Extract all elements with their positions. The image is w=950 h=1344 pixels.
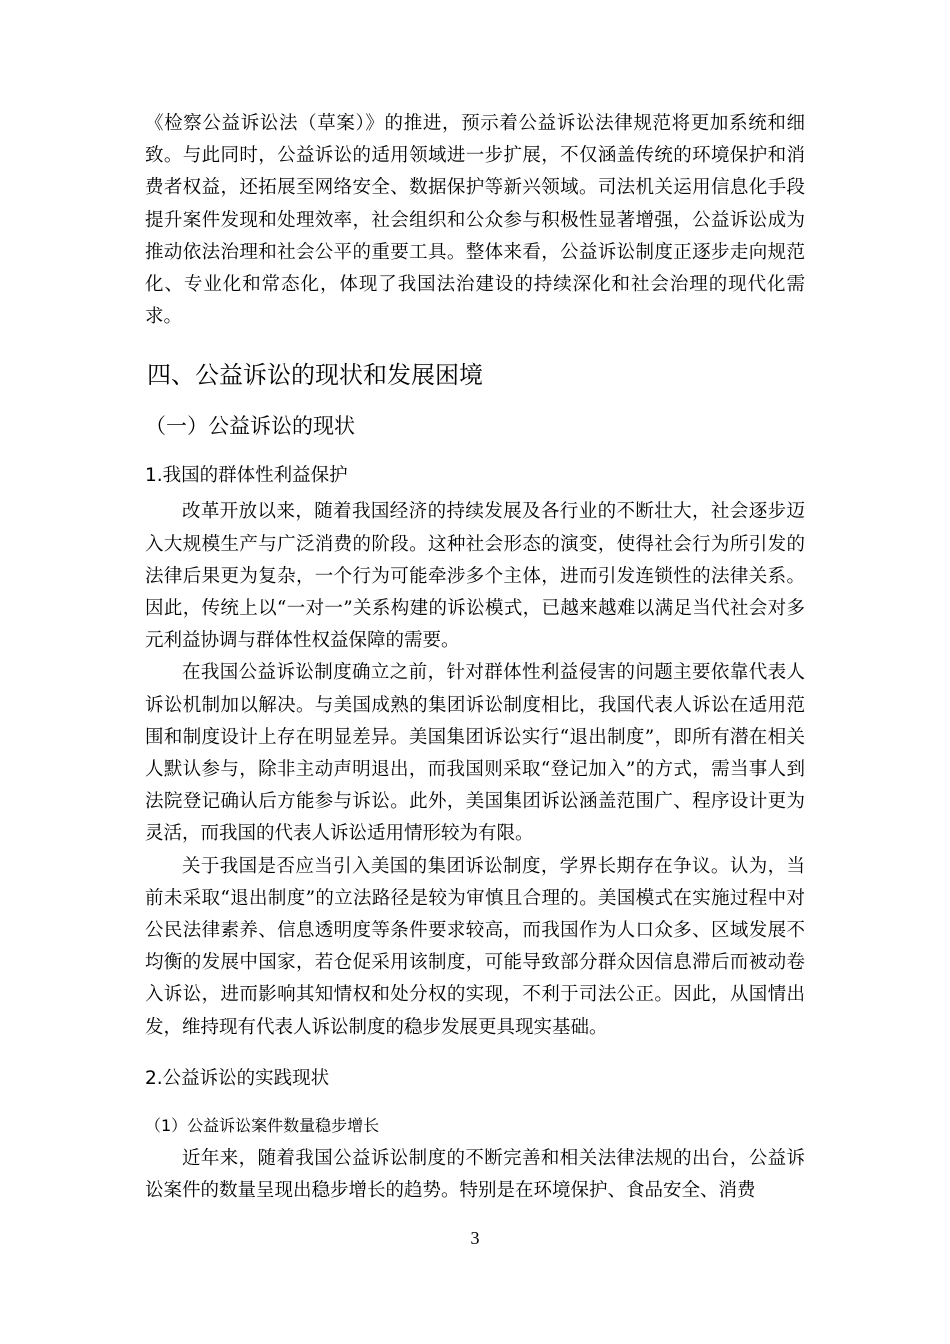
section-title: （一）公益诉讼的现状: [145, 414, 355, 439]
page-content: [145, 108, 805, 1207]
body-paragraph: 近年来，随着我国公益诉讼制度的不断完善和相关法律法规的出台，公益诉讼案件的数量呈现出稳步增长的趋势。特别是在环境保护、食品安全、消费: [145, 1147, 805, 1202]
body-paragraph: 关于我国是否应当引入美国的集团诉讼制度，学界长期存在争议。认为，当前未采取“退出制度”的立法路径是较为审慎且合理的。美国模式在实施过程中对公民法律素养、信息透明度等条件要求较高，而我国作为人口众多、区域发展不均衡的发展中国家，若仓促采用该制度，可能导致部分群众因信息滞后而被动卷入诉讼，进而影响其知情权和处分权的实现，不利于司法公正。因此，从国情出发，维持现有代表人诉讼制度的稳步发展更具现实基础。: [145, 855, 805, 1038]
body-paragraph: 在我国公益诉讼制度确立之前，针对群体性利益侵害的问题主要依靠代表人诉讼机制加以解决。与美国成熟的集团诉讼制度相比，我国代表人诉讼在适用范围和制度设计上存在明显差异。美国集团诉讼实行“退出制度”，即所有潜在相关人默认参与，除非主动声明退出，而我国则采取“登记加入”的方式，需当事人到法院登记确认后方能参与诉讼。此外，美国集团诉讼涵盖范围广、程序设计更为灵活，而我国的代表人诉讼适用情形较为有限。: [145, 662, 805, 845]
page-number: 3: [470, 1228, 480, 1248]
item-title: （1）公益诉讼案件数量稳步增长: [145, 1115, 380, 1135]
subsection-title-2: 2.公益诉讼的实践现状: [145, 1067, 330, 1089]
body-paragraph: 改革开放以来，随着我国经济的持续发展及各行业的不断壮大，社会逐步迈入大规模生产与广泛消费的阶段。这种社会形态的演变，使得社会行为所引发的法律后果更为复杂，一个行为可能牵涉多个主体，进而引发连锁性的法律关系。因此，传统上以“一对一”关系构建的诉讼模式，已越来越难以满足当代社会对多元利益协调与群体性权益保障的需要。: [145, 501, 805, 652]
subsection-title-1: 1.我国的群体性利益保护: [145, 465, 348, 487]
intro-paragraph: 《检察公益诉讼法（草案）》的推进，预示着公益诉讼法律规范将更加系统和细致。与此同时，公益诉讼的适用领域进一步扩展，不仅涵盖传统的环境保护和消费者权益，还拓展至网络安全、数据保护等新兴领域。司法机关运用信息化手段提升案件发现和处理效率，社会组织和公众参与积极性显著增强，公益诉讼成为推动依法治理和社会公平的重要工具。整体来看，公益诉讼制度正逐步走向规范化、专业化和常态化，体现了我国法治建设的持续深化和社会治理的现代化需求。: [145, 113, 805, 328]
chapter-title: 四、公益诉讼的现状和发展困境: [147, 361, 483, 390]
